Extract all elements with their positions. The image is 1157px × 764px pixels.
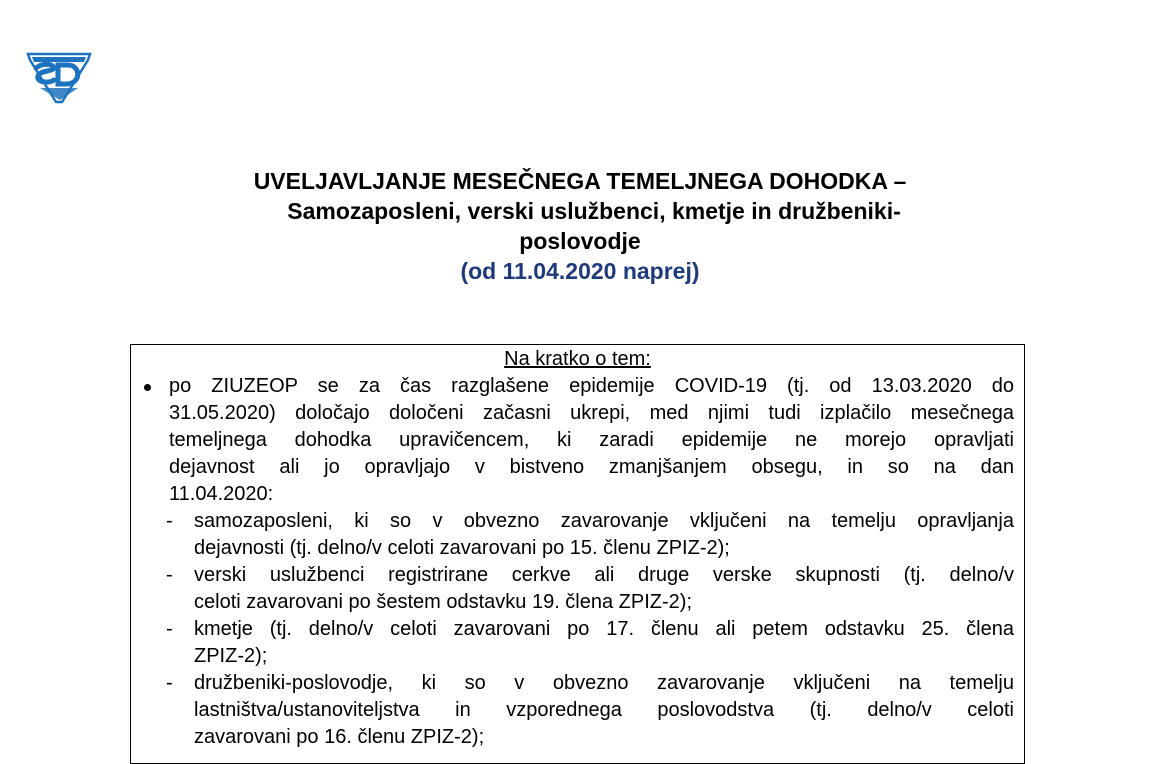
list-item-line: verski uslužbenci registrirane cerkve ali druge verske skupnosti (tj. delno/v xyxy=(194,564,1014,586)
bullet-dot-icon xyxy=(144,384,151,391)
dash-marker: - xyxy=(166,618,173,640)
title-line-1: UVELJAVLJANJE MESEČNEGA TEMELJNEGA DOHODKA – xyxy=(253,168,907,194)
list-item-line: družbeniki-poslovodje, ki so v obvezno zavarovanje vključeni na temelju xyxy=(194,672,1014,694)
list-item-line: zavarovani po 16. členu ZPIZ-2); xyxy=(194,726,485,748)
list-item-religious-workers xyxy=(131,562,1024,616)
list-item-line: lastništva/ustanoviteljstva in vzporednega poslovodstva (tj. delno/v celoti xyxy=(194,699,1014,721)
bullet-line: po ZIUZEOP se za čas razglašene epidemije COVID-19 (tj. od 13.03.2020 do xyxy=(169,375,1014,397)
bullet-line: 11.04.2020: xyxy=(169,483,274,505)
dash-marker: - xyxy=(166,564,173,586)
list-item-line: samozaposleni, ki so v obvezno zavarovanje vključeni na temelju opravljanja xyxy=(194,510,1014,532)
list-item-partner-managers xyxy=(131,670,1024,751)
list-item-self-employed xyxy=(131,508,1024,562)
sd-shield-logo-icon xyxy=(22,48,96,104)
list-item-line: celoti zavarovani po šestem odstavku 19. člena ZPIZ-2); xyxy=(194,591,693,613)
dash-marker: - xyxy=(166,672,173,694)
title-date-range: (od 11.04.2020 naprej) xyxy=(460,258,700,284)
list-item-farmers xyxy=(131,616,1024,670)
bullet-item xyxy=(131,373,1024,508)
summary-heading: Na kratko o tem: xyxy=(504,348,651,370)
list-item-line: kmetje (tj. delno/v celoti zavarovani po 17. členu ali petem odstavku 25. člena xyxy=(194,618,1014,640)
title-line-2: Samozaposleni, verski uslužbenci, kmetje in družbeniki- xyxy=(287,198,901,224)
list-item-line: ZPIZ-2); xyxy=(194,645,268,667)
sd-logo xyxy=(22,48,96,104)
list-item-line: dejavnosti (tj. delno/v celoti zavarovani po 15. členu ZPIZ-2); xyxy=(194,537,730,559)
bullet-line: dejavnost ali jo opravljajo v bistveno zmanjšanjem obsegu, in so na dan xyxy=(169,456,1014,478)
bullet-line: 31.05.2020) določajo določeni začasni ukrepi, med njimi tudi izplačilo mesečnega xyxy=(169,402,1014,424)
dash-marker: - xyxy=(166,510,173,532)
document-title xyxy=(160,166,1000,286)
title-line-3: poslovodje xyxy=(519,228,641,254)
summary-box xyxy=(130,344,1025,764)
bullet-line: temeljnega dohodka upravičencem, ki zaradi epidemije ne morejo opravljati xyxy=(169,429,1014,451)
